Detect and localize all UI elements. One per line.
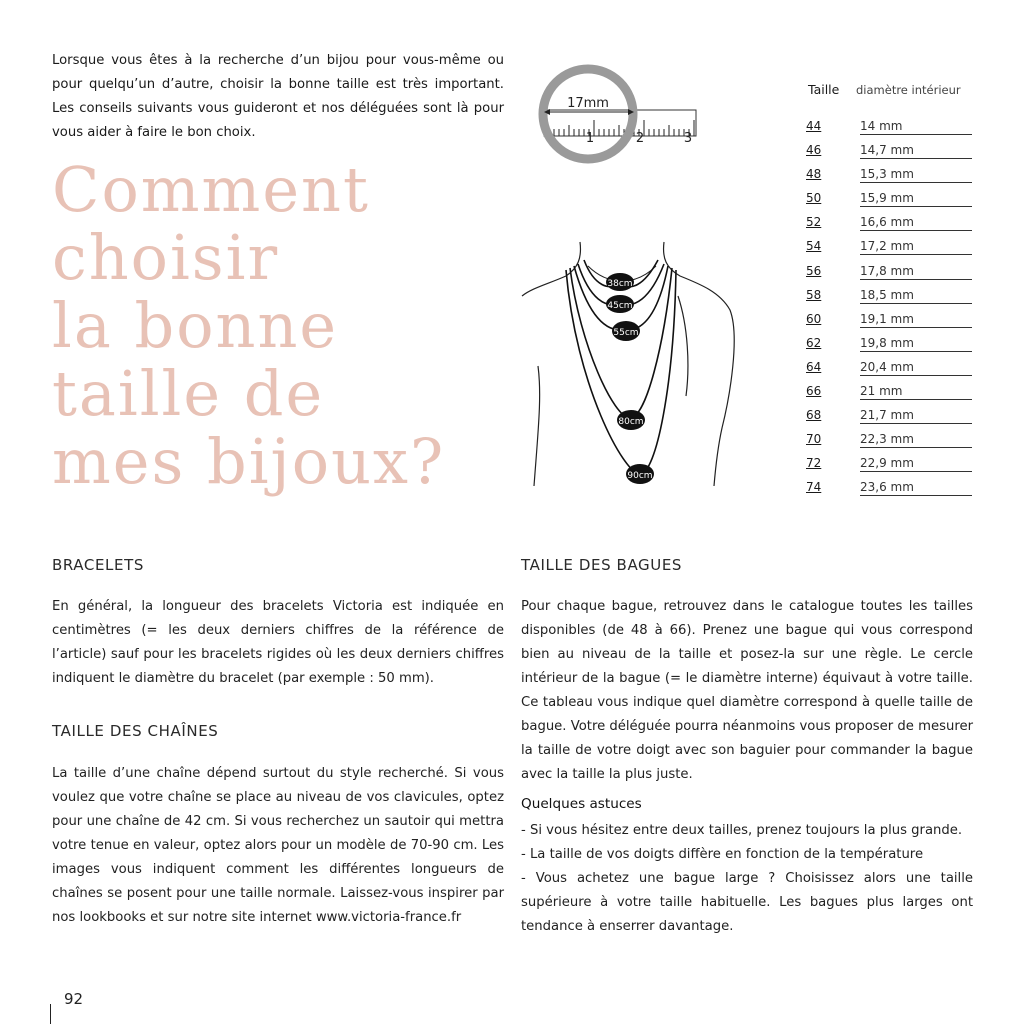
size-column-header: Taille — [808, 82, 840, 97]
row-underline — [860, 158, 972, 159]
size-row — [806, 236, 972, 260]
inner-diameter: 14,7 mm — [860, 143, 914, 158]
inner-diameter: 15,3 mm — [860, 167, 914, 182]
body-outline — [534, 366, 540, 486]
size-row — [806, 429, 972, 453]
tips-list — [521, 819, 973, 939]
bracelets-text: En général, la longueur des bracelets Victoria est indiquée en centimètres (= les deux derniers chiffres de la référence de l’article) sauf pour les bracelets rigides où les deux derniers chiffres indiquent le diamètre du bracelet (par exemple : 50 mm). — [52, 599, 504, 686]
ruler-tick-label: 3 — [683, 131, 693, 146]
tip-item: - Vous achetez une bague large ? Choisissez alors une taille supérieure à votre taille habituelle. Les bagues plus larges ont tendance à enserrer davantage. — [521, 867, 973, 939]
size-table-header — [806, 80, 972, 102]
inner-diameter: 22,9 mm — [860, 456, 914, 471]
size-row — [806, 261, 972, 285]
necklace-label: 45cm — [607, 301, 633, 311]
inner-diameter: 14 mm — [860, 119, 903, 133]
size-row — [806, 381, 972, 405]
title-line: la bonne — [52, 289, 339, 362]
page-title — [52, 153, 446, 498]
measure-label: 17mm — [567, 96, 609, 111]
inner-diameter: 21 mm — [860, 384, 903, 399]
body-outline — [522, 242, 580, 296]
ring-size: 68 — [806, 408, 822, 423]
title-line: Comment — [52, 153, 370, 226]
ring-size: 48 — [806, 167, 822, 182]
ring-size: 64 — [806, 359, 822, 374]
inner-diameter: 23,6 mm — [860, 480, 914, 495]
tip-item: - Si vous hésitez entre deux tailles, prenez toujours la plus grande. — [521, 819, 973, 843]
size-row — [806, 188, 972, 212]
title-line: choisir — [52, 221, 280, 294]
row-underline — [860, 279, 972, 280]
ring-size: 74 — [806, 480, 822, 495]
ring-size: 52 — [806, 215, 822, 230]
body-outline — [678, 296, 688, 396]
ring-size: 60 — [806, 311, 822, 326]
row-underline — [860, 423, 972, 424]
body-outline — [664, 242, 735, 486]
bracelets-heading: BRACELETS — [52, 556, 144, 574]
ring-ruler-illustration — [536, 62, 706, 172]
ring-size: 72 — [806, 456, 822, 471]
size-row — [806, 164, 972, 188]
ring-size: 66 — [806, 384, 822, 399]
necklace-label: 80cm — [618, 417, 644, 427]
title-line: taille de — [52, 357, 325, 430]
inner-diameter: 19,1 mm — [860, 311, 914, 326]
row-underline — [860, 134, 972, 135]
rings-heading: TAILLE DES BAGUES — [521, 556, 683, 574]
ring-size: 54 — [806, 239, 822, 254]
intro-text: Lorsque vous êtes à la recherche d’un bijou pour vous-même ou pour quelqu’un d’autre, choisir la bonne taille est très important. Les conseils suivants vous guideront et nos déléguées sont là pour vous aider à faire le bon choix. — [52, 53, 504, 141]
necklace-illustration — [518, 236, 758, 496]
ruler-tick-label: 2 — [635, 131, 645, 146]
chains-heading: TAILLE DES CHAÎNES — [52, 722, 219, 740]
ring-size: 50 — [806, 191, 822, 206]
tips-heading: Quelques astuces — [521, 796, 642, 812]
row-underline — [860, 303, 972, 304]
row-underline — [860, 495, 972, 496]
size-row — [806, 333, 972, 357]
inner-diameter: 21,7 mm — [860, 408, 914, 423]
inner-diameter: 22,3 mm — [860, 432, 914, 447]
ring-size: 58 — [806, 287, 822, 302]
inner-diameter: 15,9 mm — [860, 191, 914, 206]
size-row — [806, 453, 972, 477]
size-row — [806, 116, 972, 140]
title-line: mes bijoux? — [52, 425, 446, 498]
ring-size: 62 — [806, 335, 822, 350]
inner-diameter: 17,2 mm — [860, 239, 914, 254]
necklace-label: 90cm — [627, 471, 653, 481]
inner-diameter: 20,4 mm — [860, 359, 914, 374]
ring-size: 44 — [806, 119, 822, 133]
row-underline — [860, 471, 972, 472]
size-row — [806, 212, 972, 236]
row-underline — [860, 182, 972, 183]
ring-size: 70 — [806, 432, 822, 447]
row-underline — [860, 447, 972, 448]
size-row — [806, 405, 972, 429]
page-marker — [50, 1004, 51, 1024]
page-number: 92 — [64, 990, 84, 1008]
diameter-column-header: diamètre intérieur — [856, 83, 961, 97]
size-row — [806, 477, 972, 501]
tip-item: - La taille de vos doigts diffère en fonction de la température — [521, 843, 973, 867]
ring-size: 46 — [806, 143, 822, 158]
rings-text: Pour chaque bague, retrouvez dans le catalogue toutes les tailles disponibles (de 48 à 66). Prenez une bague qui vous correspond bien au niveau de la taille et posez-la sur une règle. Le cercle intérieur de la bague (= le diamètre interne) équivaut à votre taille. Ce tableau vous indique quel diamètre correspond à quelle taille de bague. Votre déléguée pourra néanmoins vous proposer de mesurer la taille de votre doigt avec son baguier pour commander la bague avec la taille la plus juste. — [521, 599, 973, 782]
size-row — [806, 357, 972, 381]
size-row — [806, 140, 972, 164]
inner-diameter: 16,6 mm — [860, 215, 914, 230]
row-underline — [860, 254, 972, 255]
necklace-label: 38cm — [607, 279, 633, 289]
size-row — [806, 309, 972, 333]
ring-size: 56 — [806, 263, 822, 278]
row-underline — [860, 206, 972, 207]
row-underline — [860, 399, 972, 400]
chains-text: La taille d’une chaîne dépend surtout du style recherché. Si vous voulez que votre chaîne se place au niveau de vos clavicules, optez pour une chaîne de 42 cm. Si vous recherchez un sautoir qui mettra votre tenue en valeur, optez alors pour un modèle de 70-90 cm. Les images vous indiquent comment les différentes longueurs de chaînes se posent pour une taille normale. Laissez-vous inspirer par nos lookbooks et sur notre site internet www.victoria-france.fr — [52, 766, 504, 925]
row-underline — [860, 230, 972, 231]
inner-diameter: 18,5 mm — [860, 287, 914, 302]
necklace-label: 55cm — [613, 328, 639, 338]
size-table-rows — [806, 116, 972, 502]
row-underline — [860, 351, 972, 352]
inner-diameter: 19,8 mm — [860, 335, 914, 350]
inner-diameter: 17,8 mm — [860, 263, 914, 278]
ruler — [544, 110, 696, 136]
row-underline — [860, 375, 972, 376]
ruler-tick-label: 1 — [585, 131, 595, 146]
row-underline — [860, 327, 972, 328]
size-row — [806, 285, 972, 309]
ring-size-table — [806, 80, 972, 495]
